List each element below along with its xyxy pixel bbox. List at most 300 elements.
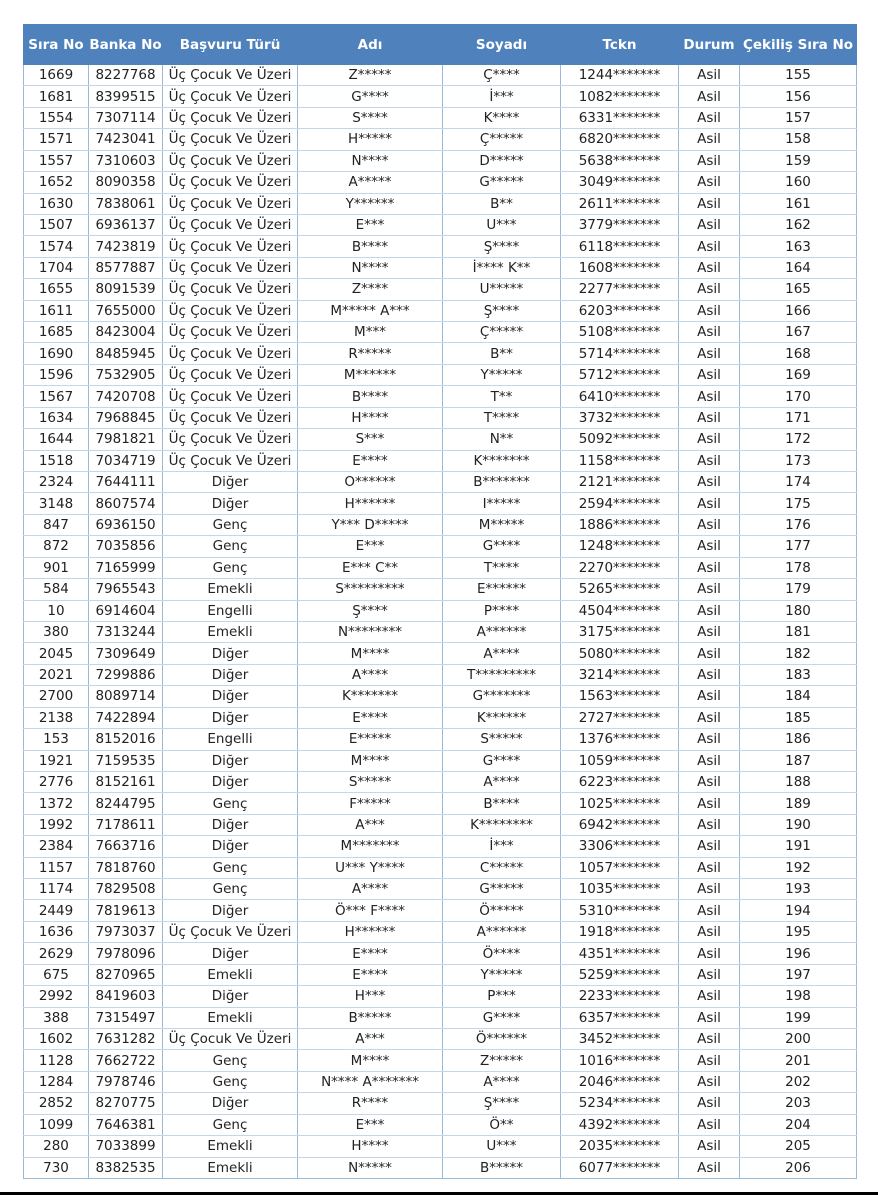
header-soyadi: Soyadı — [443, 25, 561, 65]
cell-soyadi: T** — [443, 386, 561, 407]
cell-tckn: 3214******* — [561, 664, 679, 685]
cell-adi: S**** — [298, 107, 443, 128]
cell-basvuru-turu: Diğer — [163, 643, 298, 664]
cell-basvuru-turu: Genç — [163, 857, 298, 878]
table-row — [24, 664, 857, 685]
cell-adi: Z**** — [298, 279, 443, 300]
cell-sira-no: 2021 — [24, 664, 89, 685]
cell-basvuru-turu: Üç Çocuk Ve Üzeri — [163, 236, 298, 257]
table-row — [24, 686, 857, 707]
cell-cekilis-sira-no: 161 — [740, 193, 857, 214]
cell-basvuru-turu: Üç Çocuk Ve Üzeri — [163, 107, 298, 128]
cell-cekilis-sira-no: 201 — [740, 1050, 857, 1071]
cell-basvuru-turu: Genç — [163, 557, 298, 578]
cell-durum: Asil — [679, 300, 740, 321]
table-row — [24, 214, 857, 235]
cell-durum: Asil — [679, 1114, 740, 1135]
cell-soyadi: Ç***** — [443, 129, 561, 150]
table-row — [24, 322, 857, 343]
cell-cekilis-sira-no: 173 — [740, 450, 857, 471]
table-row — [24, 771, 857, 792]
cell-banka-no: 7309649 — [89, 643, 163, 664]
cell-adi: N**** — [298, 150, 443, 171]
cell-soyadi: A****** — [443, 621, 561, 642]
table-row — [24, 536, 857, 557]
cell-banka-no: 8090358 — [89, 172, 163, 193]
cell-basvuru-turu: Genç — [163, 1050, 298, 1071]
cell-soyadi: N** — [443, 429, 561, 450]
cell-banka-no: 8423004 — [89, 322, 163, 343]
cell-basvuru-turu: Emekli — [163, 1007, 298, 1028]
cell-tckn: 2121******* — [561, 472, 679, 493]
cell-tckn: 3175******* — [561, 621, 679, 642]
cell-basvuru-turu: Üç Çocuk Ve Üzeri — [163, 129, 298, 150]
cell-cekilis-sira-no: 168 — [740, 343, 857, 364]
cell-durum: Asil — [679, 493, 740, 514]
cell-basvuru-turu: Genç — [163, 514, 298, 535]
cell-basvuru-turu: Engelli — [163, 600, 298, 621]
table-row — [24, 814, 857, 835]
table-row — [24, 600, 857, 621]
cell-durum: Asil — [679, 686, 740, 707]
cell-tckn: 3732******* — [561, 407, 679, 428]
cell-basvuru-turu: Üç Çocuk Ve Üzeri — [163, 386, 298, 407]
cell-sira-no: 1636 — [24, 921, 89, 942]
cell-tckn: 2270******* — [561, 557, 679, 578]
cell-soyadi: İ**** K** — [443, 257, 561, 278]
cell-soyadi: K******* — [443, 450, 561, 471]
cell-durum: Asil — [679, 557, 740, 578]
cell-soyadi: Y***** — [443, 964, 561, 985]
cell-sira-no: 1099 — [24, 1114, 89, 1135]
cell-durum: Asil — [679, 472, 740, 493]
cell-adi: A*** — [298, 1028, 443, 1049]
cell-tckn: 2035******* — [561, 1136, 679, 1157]
cell-tckn: 3452******* — [561, 1028, 679, 1049]
cell-durum: Asil — [679, 172, 740, 193]
cell-cekilis-sira-no: 159 — [740, 150, 857, 171]
header-banka-no: Banka No — [89, 25, 163, 65]
cell-banka-no: 7178611 — [89, 814, 163, 835]
cell-soyadi: E****** — [443, 579, 561, 600]
cell-tckn: 2233******* — [561, 986, 679, 1007]
cell-banka-no: 7420708 — [89, 386, 163, 407]
cell-sira-no: 584 — [24, 579, 89, 600]
cell-cekilis-sira-no: 172 — [740, 429, 857, 450]
cell-banka-no: 8270965 — [89, 964, 163, 985]
cell-soyadi: T**** — [443, 557, 561, 578]
cell-banka-no: 8577887 — [89, 257, 163, 278]
cell-banka-no: 6936150 — [89, 514, 163, 535]
cell-cekilis-sira-no: 184 — [740, 686, 857, 707]
cell-adi: S***** — [298, 771, 443, 792]
cell-durum: Asil — [679, 107, 740, 128]
cell-durum: Asil — [679, 707, 740, 728]
cell-sira-no: 1655 — [24, 279, 89, 300]
table-row — [24, 386, 857, 407]
cell-banka-no: 7315497 — [89, 1007, 163, 1028]
cell-banka-no: 8227768 — [89, 65, 163, 86]
cell-sira-no: 2384 — [24, 836, 89, 857]
cell-durum: Asil — [679, 65, 740, 86]
cell-tckn: 2046******* — [561, 1071, 679, 1092]
cell-cekilis-sira-no: 156 — [740, 86, 857, 107]
cell-sira-no: 1128 — [24, 1050, 89, 1071]
cell-durum: Asil — [679, 643, 740, 664]
cell-durum: Asil — [679, 857, 740, 878]
cell-adi: M***** A*** — [298, 300, 443, 321]
cell-tckn: 6223******* — [561, 771, 679, 792]
cell-adi: M******* — [298, 836, 443, 857]
cell-cekilis-sira-no: 206 — [740, 1157, 857, 1178]
cell-adi: N******** — [298, 621, 443, 642]
cell-durum: Asil — [679, 814, 740, 835]
cell-durum: Asil — [679, 1136, 740, 1157]
cell-adi: A*** — [298, 814, 443, 835]
table-row — [24, 707, 857, 728]
cell-sira-no: 1571 — [24, 129, 89, 150]
cell-basvuru-turu: Emekli — [163, 1157, 298, 1178]
cell-basvuru-turu: Üç Çocuk Ve Üzeri — [163, 150, 298, 171]
table-row — [24, 900, 857, 921]
cell-banka-no: 7973037 — [89, 921, 163, 942]
cell-soyadi: Ç**** — [443, 65, 561, 86]
cell-sira-no: 2992 — [24, 986, 89, 1007]
cell-cekilis-sira-no: 181 — [740, 621, 857, 642]
cell-adi: E*** C** — [298, 557, 443, 578]
cell-durum: Asil — [679, 943, 740, 964]
cell-basvuru-turu: Genç — [163, 1114, 298, 1135]
cell-soyadi: G**** — [443, 1007, 561, 1028]
cell-adi: R**** — [298, 1093, 443, 1114]
cell-banka-no: 7313244 — [89, 621, 163, 642]
cell-tckn: 2277******* — [561, 279, 679, 300]
cell-soyadi: T********* — [443, 664, 561, 685]
cell-basvuru-turu: Üç Çocuk Ve Üzeri — [163, 279, 298, 300]
cell-sira-no: 730 — [24, 1157, 89, 1178]
cell-cekilis-sira-no: 158 — [740, 129, 857, 150]
cell-tckn: 5712******* — [561, 364, 679, 385]
table-row — [24, 1050, 857, 1071]
cell-sira-no: 1630 — [24, 193, 89, 214]
cell-adi: E*** — [298, 214, 443, 235]
cell-adi: E**** — [298, 943, 443, 964]
cell-basvuru-turu: Üç Çocuk Ve Üzeri — [163, 364, 298, 385]
table-row — [24, 921, 857, 942]
cell-banka-no: 7965543 — [89, 579, 163, 600]
table-row — [24, 257, 857, 278]
header-basvuru-turu: Başvuru Türü — [163, 25, 298, 65]
table-row — [24, 493, 857, 514]
cell-sira-no: 2776 — [24, 771, 89, 792]
cell-durum: Asil — [679, 150, 740, 171]
table-row — [24, 621, 857, 642]
cell-soyadi: B** — [443, 193, 561, 214]
cell-tckn: 5080******* — [561, 643, 679, 664]
cell-durum: Asil — [679, 236, 740, 257]
cell-tckn: 1244******* — [561, 65, 679, 86]
cell-banka-no: 7034719 — [89, 450, 163, 471]
cell-adi: F***** — [298, 793, 443, 814]
cell-basvuru-turu: Üç Çocuk Ve Üzeri — [163, 300, 298, 321]
cell-adi: E*** — [298, 536, 443, 557]
header-sira-no: Sıra No — [24, 25, 89, 65]
cell-tckn: 3779******* — [561, 214, 679, 235]
cell-tckn: 6331******* — [561, 107, 679, 128]
cell-basvuru-turu: Emekli — [163, 621, 298, 642]
cell-cekilis-sira-no: 197 — [740, 964, 857, 985]
table-row — [24, 1114, 857, 1135]
cell-cekilis-sira-no: 162 — [740, 214, 857, 235]
cell-banka-no: 7662722 — [89, 1050, 163, 1071]
cell-banka-no: 8382535 — [89, 1157, 163, 1178]
header-tckn: Tckn — [561, 25, 679, 65]
cell-soyadi: P**** — [443, 600, 561, 621]
cell-tckn: 2727******* — [561, 707, 679, 728]
cell-tckn: 1025******* — [561, 793, 679, 814]
cell-basvuru-turu: Diğer — [163, 771, 298, 792]
cell-soyadi: Y***** — [443, 364, 561, 385]
cell-banka-no: 7978096 — [89, 943, 163, 964]
cell-tckn: 5092******* — [561, 429, 679, 450]
cell-banka-no: 6936137 — [89, 214, 163, 235]
cell-durum: Asil — [679, 771, 740, 792]
cell-sira-no: 1690 — [24, 343, 89, 364]
cell-tckn: 6410******* — [561, 386, 679, 407]
cell-cekilis-sira-no: 164 — [740, 257, 857, 278]
cell-sira-no: 675 — [24, 964, 89, 985]
cell-sira-no: 3148 — [24, 493, 89, 514]
cell-sira-no: 2700 — [24, 686, 89, 707]
cell-cekilis-sira-no: 192 — [740, 857, 857, 878]
cell-soyadi: A**** — [443, 1071, 561, 1092]
cell-adi: M*** — [298, 322, 443, 343]
cell-soyadi: Ş**** — [443, 236, 561, 257]
cell-tckn: 2594******* — [561, 493, 679, 514]
cell-tckn: 5714******* — [561, 343, 679, 364]
table-row — [24, 193, 857, 214]
cell-adi: H****** — [298, 921, 443, 942]
cell-cekilis-sira-no: 200 — [740, 1028, 857, 1049]
cell-basvuru-turu: Genç — [163, 1071, 298, 1092]
cell-durum: Asil — [679, 986, 740, 1007]
cell-durum: Asil — [679, 536, 740, 557]
cell-soyadi: G**** — [443, 536, 561, 557]
cell-cekilis-sira-no: 177 — [740, 536, 857, 557]
table-row — [24, 857, 857, 878]
cell-tckn: 1035******* — [561, 879, 679, 900]
cell-adi: M**** — [298, 1050, 443, 1071]
cell-tckn: 5638******* — [561, 150, 679, 171]
cell-adi: Y*** D***** — [298, 514, 443, 535]
cell-cekilis-sira-no: 176 — [740, 514, 857, 535]
table-row — [24, 472, 857, 493]
cell-adi: E**** — [298, 707, 443, 728]
cell-cekilis-sira-no: 196 — [740, 943, 857, 964]
cell-tckn: 1059******* — [561, 750, 679, 771]
cell-tckn: 4351******* — [561, 943, 679, 964]
cell-sira-no: 153 — [24, 729, 89, 750]
cell-soyadi: U*** — [443, 214, 561, 235]
cell-tckn: 4392******* — [561, 1114, 679, 1135]
cell-basvuru-turu: Diğer — [163, 836, 298, 857]
cell-tckn: 5234******* — [561, 1093, 679, 1114]
cell-sira-no: 1644 — [24, 429, 89, 450]
cell-basvuru-turu: Diğer — [163, 986, 298, 1007]
table-row — [24, 364, 857, 385]
cell-basvuru-turu: Diğer — [163, 686, 298, 707]
cell-banka-no: 7981821 — [89, 429, 163, 450]
cell-banka-no: 7423041 — [89, 129, 163, 150]
cell-cekilis-sira-no: 157 — [740, 107, 857, 128]
cell-banka-no: 7644111 — [89, 472, 163, 493]
cell-cekilis-sira-no: 189 — [740, 793, 857, 814]
cell-sira-no: 1921 — [24, 750, 89, 771]
cell-sira-no: 2852 — [24, 1093, 89, 1114]
table-row — [24, 729, 857, 750]
cell-durum: Asil — [679, 836, 740, 857]
cell-sira-no: 2324 — [24, 472, 89, 493]
cell-cekilis-sira-no: 170 — [740, 386, 857, 407]
cell-durum: Asil — [679, 621, 740, 642]
cell-durum: Asil — [679, 921, 740, 942]
cell-cekilis-sira-no: 205 — [740, 1136, 857, 1157]
cell-adi: B**** — [298, 386, 443, 407]
cell-soyadi: B** — [443, 343, 561, 364]
cell-basvuru-turu: Üç Çocuk Ve Üzeri — [163, 1028, 298, 1049]
cell-banka-no: 7159535 — [89, 750, 163, 771]
cell-durum: Asil — [679, 364, 740, 385]
cell-tckn: 1158******* — [561, 450, 679, 471]
cell-sira-no: 1602 — [24, 1028, 89, 1049]
cell-soyadi: C***** — [443, 857, 561, 878]
cell-adi: G**** — [298, 86, 443, 107]
cell-sira-no: 1157 — [24, 857, 89, 878]
cell-basvuru-turu: Diğer — [163, 472, 298, 493]
cell-tckn: 1886******* — [561, 514, 679, 535]
cell-soyadi: G***** — [443, 879, 561, 900]
cell-cekilis-sira-no: 155 — [740, 65, 857, 86]
cell-durum: Asil — [679, 279, 740, 300]
cell-sira-no: 380 — [24, 621, 89, 642]
table-row — [24, 986, 857, 1007]
cell-banka-no: 8485945 — [89, 343, 163, 364]
cell-tckn: 3049******* — [561, 172, 679, 193]
cell-soyadi: G******* — [443, 686, 561, 707]
table-row — [24, 750, 857, 771]
table-row — [24, 450, 857, 471]
cell-adi: A**** — [298, 664, 443, 685]
cell-adi: H**** — [298, 1136, 443, 1157]
cell-durum: Asil — [679, 193, 740, 214]
cell-banka-no: 8419603 — [89, 986, 163, 1007]
cell-sira-no: 1284 — [24, 1071, 89, 1092]
cell-adi: Z***** — [298, 65, 443, 86]
cell-basvuru-turu: Üç Çocuk Ve Üzeri — [163, 193, 298, 214]
cell-durum: Asil — [679, 664, 740, 685]
cell-soyadi: I***** — [443, 493, 561, 514]
table-row — [24, 1028, 857, 1049]
cell-soyadi: Z***** — [443, 1050, 561, 1071]
table-header-row — [24, 25, 857, 65]
cell-durum: Asil — [679, 1071, 740, 1092]
cell-soyadi: P*** — [443, 986, 561, 1007]
cell-soyadi: B**** — [443, 793, 561, 814]
cell-cekilis-sira-no: 179 — [740, 579, 857, 600]
cell-banka-no: 7968845 — [89, 407, 163, 428]
cell-durum: Asil — [679, 1007, 740, 1028]
cell-adi: M****** — [298, 364, 443, 385]
cell-soyadi: K******** — [443, 814, 561, 835]
cell-adi: E*** — [298, 1114, 443, 1135]
table-row — [24, 86, 857, 107]
cell-banka-no: 7299886 — [89, 664, 163, 685]
cell-durum: Asil — [679, 729, 740, 750]
table-row — [24, 172, 857, 193]
table-row — [24, 1007, 857, 1028]
cell-cekilis-sira-no: 190 — [740, 814, 857, 835]
cell-cekilis-sira-no: 180 — [740, 600, 857, 621]
cell-cekilis-sira-no: 160 — [740, 172, 857, 193]
cell-durum: Asil — [679, 214, 740, 235]
cell-soyadi: D***** — [443, 150, 561, 171]
cell-cekilis-sira-no: 187 — [740, 750, 857, 771]
cell-durum: Asil — [679, 793, 740, 814]
cell-tckn: 5265******* — [561, 579, 679, 600]
cell-durum: Asil — [679, 879, 740, 900]
cell-durum: Asil — [679, 257, 740, 278]
cell-basvuru-turu: Diğer — [163, 493, 298, 514]
cell-banka-no: 7819613 — [89, 900, 163, 921]
cell-banka-no: 8152161 — [89, 771, 163, 792]
cell-banka-no: 8270775 — [89, 1093, 163, 1114]
cell-soyadi: B***** — [443, 1157, 561, 1178]
cell-tckn: 1376******* — [561, 729, 679, 750]
table-row — [24, 407, 857, 428]
lottery-results-table — [23, 24, 857, 1179]
cell-sira-no: 2629 — [24, 943, 89, 964]
cell-durum: Asil — [679, 429, 740, 450]
cell-soyadi: K****** — [443, 707, 561, 728]
cell-sira-no: 1681 — [24, 86, 89, 107]
cell-basvuru-turu: Üç Çocuk Ve Üzeri — [163, 343, 298, 364]
cell-soyadi: B******* — [443, 472, 561, 493]
cell-banka-no: 7663716 — [89, 836, 163, 857]
cell-adi: R***** — [298, 343, 443, 364]
cell-durum: Asil — [679, 514, 740, 535]
table-row — [24, 129, 857, 150]
cell-soyadi: U***** — [443, 279, 561, 300]
cell-cekilis-sira-no: 174 — [740, 472, 857, 493]
cell-durum: Asil — [679, 343, 740, 364]
cell-durum: Asil — [679, 964, 740, 985]
cell-sira-no: 1652 — [24, 172, 89, 193]
cell-basvuru-turu: Üç Çocuk Ve Üzeri — [163, 921, 298, 942]
table-row — [24, 964, 857, 985]
cell-banka-no: 7532905 — [89, 364, 163, 385]
cell-banka-no: 7978746 — [89, 1071, 163, 1092]
cell-sira-no: 847 — [24, 514, 89, 535]
cell-durum: Asil — [679, 450, 740, 471]
cell-durum: Asil — [679, 129, 740, 150]
table-row — [24, 107, 857, 128]
cell-basvuru-turu: Genç — [163, 793, 298, 814]
cell-sira-no: 1554 — [24, 107, 89, 128]
cell-durum: Asil — [679, 1050, 740, 1071]
cell-basvuru-turu: Diğer — [163, 664, 298, 685]
cell-banka-no: 8152016 — [89, 729, 163, 750]
cell-banka-no: 7655000 — [89, 300, 163, 321]
